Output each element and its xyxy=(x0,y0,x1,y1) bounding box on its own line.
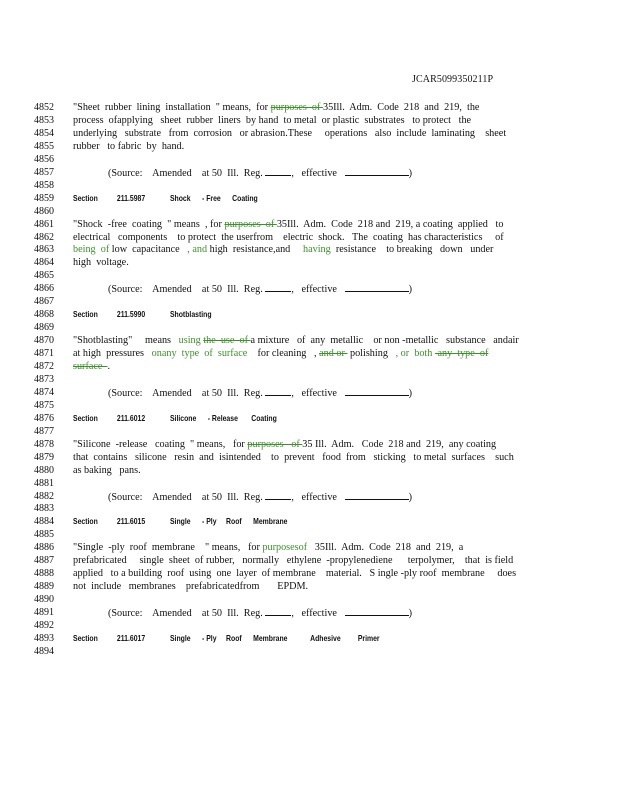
fill-in-blank xyxy=(265,387,291,396)
line-number: 4854 xyxy=(34,127,54,139)
text-segment: rubber to fabric by hand. xyxy=(73,140,185,152)
line-number: 4888 xyxy=(34,568,54,580)
deleted-text: any type of xyxy=(434,348,489,360)
line-number: 4886 xyxy=(34,542,54,554)
line-text xyxy=(108,387,412,399)
inserted-text: onany type of surface xyxy=(151,348,253,360)
text-segment: (Source: Amended at 50 Ill. Reg. xyxy=(108,284,266,296)
line-number: 4857 xyxy=(34,166,54,178)
line-text xyxy=(73,102,479,113)
text-segment: as baking pans. xyxy=(73,464,141,476)
line-number: 4875 xyxy=(34,399,54,411)
line-number: 4894 xyxy=(34,645,54,657)
text-segment: , effective xyxy=(291,284,345,296)
line-number: 4893 xyxy=(34,632,54,644)
text-segment: "Sheet rubber lining installation " means, for xyxy=(73,102,271,113)
line-text xyxy=(73,361,110,372)
text-segment: a mixture of any metallic or non -metallic substance andair xyxy=(250,335,519,347)
text-segment: "Single -ply roof membrane " means, for xyxy=(73,542,263,554)
line-text xyxy=(73,309,212,320)
line-text xyxy=(73,348,488,359)
line-number: 4881 xyxy=(34,477,54,489)
line-text xyxy=(73,232,504,243)
line-number: 4865 xyxy=(34,270,54,282)
line-number: 4855 xyxy=(34,140,54,152)
text-segment: , effective xyxy=(291,387,345,399)
text-segment: "Silicone -release coating " means, for xyxy=(73,438,248,450)
text-segment: for cleaning , xyxy=(252,348,320,360)
line-number: 4867 xyxy=(34,296,54,308)
line-number: 4871 xyxy=(34,348,54,360)
line-number: 4852 xyxy=(34,102,54,113)
line-number: 4859 xyxy=(34,192,54,204)
fill-in-blank xyxy=(345,167,409,176)
fill-in-blank xyxy=(265,167,291,176)
line-number: 4873 xyxy=(34,373,54,385)
text-segment: "Shock -free coating " means , for xyxy=(73,218,225,230)
line-number: 4892 xyxy=(34,620,54,631)
text-segment: ) xyxy=(408,608,412,620)
line-number: 4853 xyxy=(34,114,54,126)
line-text xyxy=(73,581,308,592)
line-number: 4866 xyxy=(34,283,54,295)
line-number: 4861 xyxy=(34,218,54,230)
line-number: 4887 xyxy=(34,555,54,567)
line-number: 4864 xyxy=(34,257,54,269)
line-number: 4863 xyxy=(34,244,54,256)
text-segment: process ofapplying sheet rubber liners by hand to metal or plastic substrates to protect the xyxy=(73,114,472,126)
text-segment: prefabricated single sheet of rubber, normally ethylene -propylenediene terpolymer, that is field xyxy=(73,555,514,567)
line-number: 4891 xyxy=(34,607,54,619)
text-segment: Section 211.6015 Single - Ply Roof Membrane xyxy=(73,516,288,527)
deleted-text: surface xyxy=(73,361,108,372)
line-text xyxy=(73,516,287,527)
line-number: 4862 xyxy=(34,231,54,243)
line-text xyxy=(73,413,277,424)
text-segment: at high pressures xyxy=(73,348,152,360)
line-text xyxy=(73,568,516,579)
text-segment: Section 211.5987 Shock - Free Coating xyxy=(73,192,258,203)
text-segment: 35Ill. Adm. Code 218 and 219, a xyxy=(309,542,464,554)
line-text xyxy=(108,607,412,619)
fill-in-blank xyxy=(265,607,291,616)
inserted-text: , or both xyxy=(395,348,435,360)
text-segment: high voltage. xyxy=(73,257,129,269)
text-segment: polishing xyxy=(347,348,396,360)
line-text xyxy=(73,555,513,566)
line-text xyxy=(73,193,258,204)
line-number: 4879 xyxy=(34,451,54,463)
line-number: 4880 xyxy=(34,464,54,476)
text-segment: Section 211.6017 Single - Ply Roof Membrane Adhesive Primer xyxy=(73,632,380,643)
text-segment: that contains silicone resin and isintended to prevent food from sticking to metal surfaces such xyxy=(73,451,514,463)
text-segment: applied to a building roof using one layer of membrane material. S ingle -ply roof membrane does xyxy=(73,568,517,580)
text-segment: 35 Ill. Adm. Code 218 and 219, any coating xyxy=(302,438,497,450)
text-segment: ) xyxy=(408,491,412,503)
fill-in-blank xyxy=(345,387,409,396)
fill-in-blank xyxy=(265,283,291,292)
line-text xyxy=(73,244,493,255)
text-segment: (Source: Amended at 50 Ill. Reg. xyxy=(108,608,266,620)
line-text xyxy=(73,452,514,463)
line-text xyxy=(73,439,496,450)
line-number: 4876 xyxy=(34,412,54,424)
inserted-text: purposesof xyxy=(262,542,310,554)
text-segment: electrical components to protect the userfrom electric shock. The coating has characteristics of xyxy=(73,231,504,243)
text-segment: (Source: Amended at 50 Ill. Reg. xyxy=(108,167,266,179)
line-number: 4868 xyxy=(34,309,54,321)
line-number: 4884 xyxy=(34,516,54,528)
text-segment: ) xyxy=(408,387,412,399)
text-segment: , effective xyxy=(291,491,345,503)
fill-in-blank xyxy=(265,491,291,500)
text-segment: , effective xyxy=(291,167,345,179)
text-segment: low capacitance xyxy=(111,244,188,256)
text-segment: Section 211.6012 Silicone - Release Coating xyxy=(73,412,277,423)
line-number: 4856 xyxy=(34,153,54,165)
line-text xyxy=(73,128,506,139)
fill-in-blank xyxy=(345,283,409,292)
inserted-text: , and xyxy=(187,244,210,256)
line-number: 4858 xyxy=(34,179,54,191)
deleted-text: the use of xyxy=(203,335,251,347)
line-text xyxy=(108,491,412,503)
text-segment: . xyxy=(107,361,111,372)
line-number: 4885 xyxy=(34,529,54,541)
line-text xyxy=(73,115,471,126)
line-number: 4883 xyxy=(34,503,54,515)
line-text xyxy=(73,633,380,644)
line-number: 4860 xyxy=(34,205,54,217)
text-segment: , effective xyxy=(291,608,345,620)
line-text xyxy=(108,283,412,295)
inserted-text: having xyxy=(303,244,334,256)
line-number: 4890 xyxy=(34,594,54,606)
inserted-text: using xyxy=(178,335,204,347)
line-number: 4872 xyxy=(34,361,54,372)
text-segment: resistance to breaking down under xyxy=(333,244,494,256)
line-text xyxy=(108,167,412,179)
text-segment: (Source: Amended at 50 Ill. Reg. xyxy=(108,387,266,399)
deleted-text: purposes of xyxy=(247,438,303,450)
text-segment: ) xyxy=(408,167,412,179)
text-segment: (Source: Amended at 50 Ill. Reg. xyxy=(108,491,266,503)
inserted-text: being of xyxy=(73,244,112,256)
text-segment: not include membranes prefabricatedfrom EPDM. xyxy=(73,581,309,593)
document-id: JCAR5099350211P xyxy=(412,74,494,85)
deleted-text: purposes of xyxy=(224,218,277,230)
text-segment: high resistance,and xyxy=(209,244,304,256)
line-text xyxy=(73,542,463,553)
text-segment: 35Ill. Adm. Code 218 and 219, a coating applied to xyxy=(276,218,504,230)
text-segment: ) xyxy=(408,284,412,296)
line-number: 4869 xyxy=(34,322,54,334)
line-number: 4877 xyxy=(34,425,54,437)
text-segment: 35Ill. Adm. Code 218 and 219, the xyxy=(322,102,480,113)
line-number: 4878 xyxy=(34,438,54,450)
text-segment: Section 211.5990 Shotblasting xyxy=(73,309,212,320)
line-text xyxy=(73,465,141,476)
deleted-text: and or xyxy=(319,348,348,360)
fill-in-blank xyxy=(345,491,409,500)
text-segment: underlying substrate from corrosion or abrasion.These operations also include laminating sheet xyxy=(73,127,507,139)
line-number: 4889 xyxy=(34,581,54,593)
line-text xyxy=(73,335,519,346)
line-text xyxy=(73,141,184,152)
line-number: 4882 xyxy=(34,490,54,502)
fill-in-blank xyxy=(345,607,409,616)
text-segment: "Shotblasting" means xyxy=(73,335,179,347)
line-number: 4870 xyxy=(34,335,54,347)
deleted-text: purposes of xyxy=(270,102,323,113)
line-number: 4874 xyxy=(34,386,54,398)
line-text xyxy=(73,219,503,230)
line-text xyxy=(73,257,129,268)
